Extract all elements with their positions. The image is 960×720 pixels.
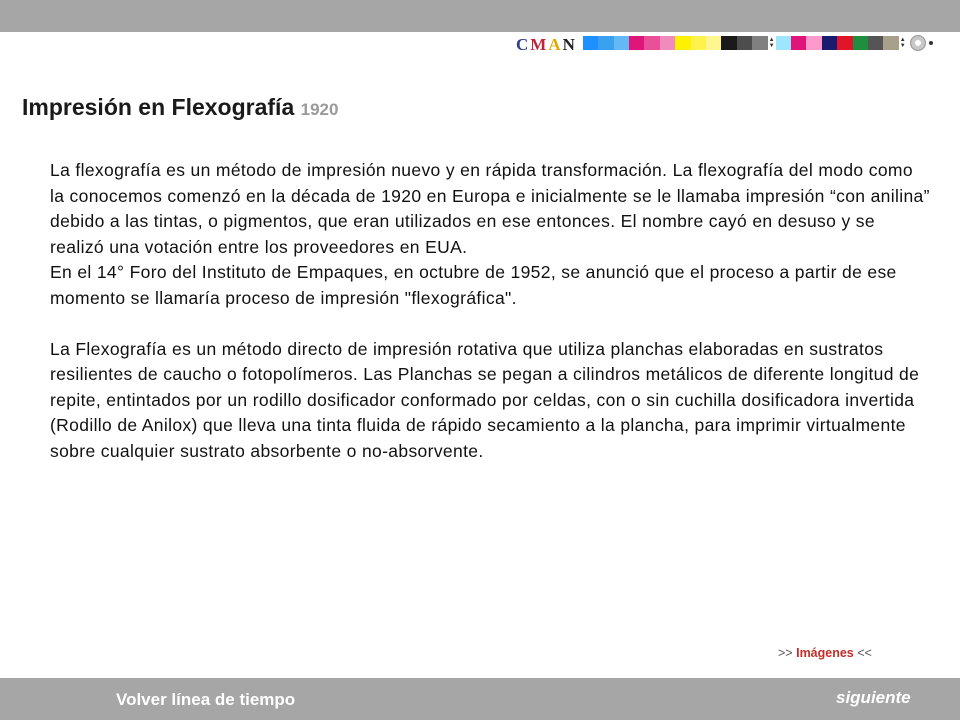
images-link-prefix: >> (778, 646, 793, 660)
cman-letter-a: A (548, 35, 563, 54)
swatch-group-1 (583, 36, 768, 60)
color-bar-group-2-swatch-label (806, 52, 821, 60)
top-bar (0, 0, 960, 32)
color-bar-group-2-swatch-label (853, 52, 868, 60)
slide-body (50, 158, 930, 464)
color-bar-group-1-swatch-label (675, 52, 690, 60)
color-bar-group-2-swatch-label (868, 52, 883, 60)
cman-letter-n: N (562, 35, 577, 54)
images-link[interactable]: Imágenes (796, 646, 854, 660)
color-bar-group-1-swatch-label (598, 52, 613, 60)
color-bar-group-1-swatch-label (583, 52, 598, 60)
color-bar-group-1-swatch (737, 36, 752, 50)
title-text: Impresión en Flexografía (22, 94, 295, 120)
color-bar-group-1-swatch (614, 36, 629, 50)
cman-letter-c: C (516, 35, 531, 54)
color-bar-group-1-swatch (752, 36, 767, 50)
color-bar-group-2-swatch (806, 36, 821, 50)
color-bar-group-1-swatch (660, 36, 675, 50)
color-bar-group-1-swatch (691, 36, 706, 50)
registration-dot-icon (929, 41, 933, 45)
color-bar-group-1-swatch (675, 36, 690, 50)
color-bar-group-2-swatch-label (791, 52, 806, 60)
color-bar-group-2-swatch-label (883, 52, 898, 60)
color-bar-group-1-swatch-label (614, 52, 629, 60)
paragraph-3: La Flexografía es un método directo de impresión rotativa que utiliza planchas elaboradas en sustratos resilientes de caucho o fotopolímeros. Las Planchas se pegan a cilindros metálicos de diferente longitud de repite, entintados por un rodillo dosificador conformado por celdas, con o sin cuchilla dosificadora invertida (Rodillo de Anilox) que lleva una tinta fluida de rápido secamiento a la plancha, para imprimir virtualmente sobre cualquier sustrato absorbente o no-absorvente. (50, 338, 920, 461)
color-bar-group-1-swatch (706, 36, 721, 50)
back-to-timeline-link[interactable]: Volver línea de tiempo (116, 690, 296, 709)
color-bar-group-1-swatch-label (644, 52, 659, 60)
color-bar-group-1-swatch-label (737, 52, 752, 60)
color-bar-group-2-swatch (776, 36, 791, 50)
next-link[interactable]: siguiente (836, 688, 911, 707)
swatch-group-2 (776, 36, 899, 60)
color-bar-group-2-swatch-label (776, 52, 791, 60)
color-bar-group-1-swatch-label (691, 52, 706, 60)
color-bar-group-2-swatch-label (837, 52, 852, 60)
paragraph-spacer (50, 311, 930, 337)
title-year: 1920 (300, 100, 339, 119)
color-bar-group-1-swatch-label (721, 52, 736, 60)
color-bar-group-2-swatch (853, 36, 868, 50)
color-bar-group-1-swatch (721, 36, 736, 50)
color-bar-group-2-swatch (868, 36, 883, 50)
images-link-container (778, 646, 872, 660)
cman-logo (516, 36, 577, 54)
color-bar-group-2-swatch (883, 36, 898, 50)
color-bar-group-1-swatch-label (706, 52, 721, 60)
color-bar-group-1-swatch (644, 36, 659, 50)
color-bar-group-1-swatch (598, 36, 613, 50)
color-bar-group-2-swatch (822, 36, 837, 50)
color-bar-group-2-swatch (837, 36, 852, 50)
paragraph-2: En el 14° Foro del Instituto de Empaques, en octubre de 1952, se anunció que el proceso a partir de ese momento se llamaría proceso de impresión "flexográfica". (50, 262, 897, 308)
registration-mark-icon (910, 35, 926, 51)
color-bar-header (516, 36, 933, 66)
color-bar-group-1-swatch (629, 36, 644, 50)
cman-letter-m: M (530, 35, 549, 54)
color-bar-group-1-swatch-label (629, 52, 644, 60)
arrow-marker-icon: ▲ ▼ (899, 37, 906, 49)
paragraph-1: La flexografía es un método de impresión nuevo y en rápida transformación. La flexografía del modo como la conocemos comenzó en la década de 1920 en Europa e inicialmente se le llamaba impresión “con anilina” debido a las tintas, o pigmentos, que eran utilizados en ese entonces. El nombre cayó en desuso y se realizó una votación entre los proveedores en EUA. (50, 160, 930, 257)
color-bar-group-2-swatch (791, 36, 806, 50)
slide-title (22, 94, 338, 121)
color-bar-group-1-swatch-label (660, 52, 675, 60)
color-bar-group-1-swatch-label (752, 52, 767, 60)
images-link-suffix: << (857, 646, 872, 660)
color-bar-group-2-swatch-label (822, 52, 837, 60)
arrow-marker-icon: ▲ ▼ (768, 37, 775, 49)
color-bar-group-1-swatch (583, 36, 598, 50)
